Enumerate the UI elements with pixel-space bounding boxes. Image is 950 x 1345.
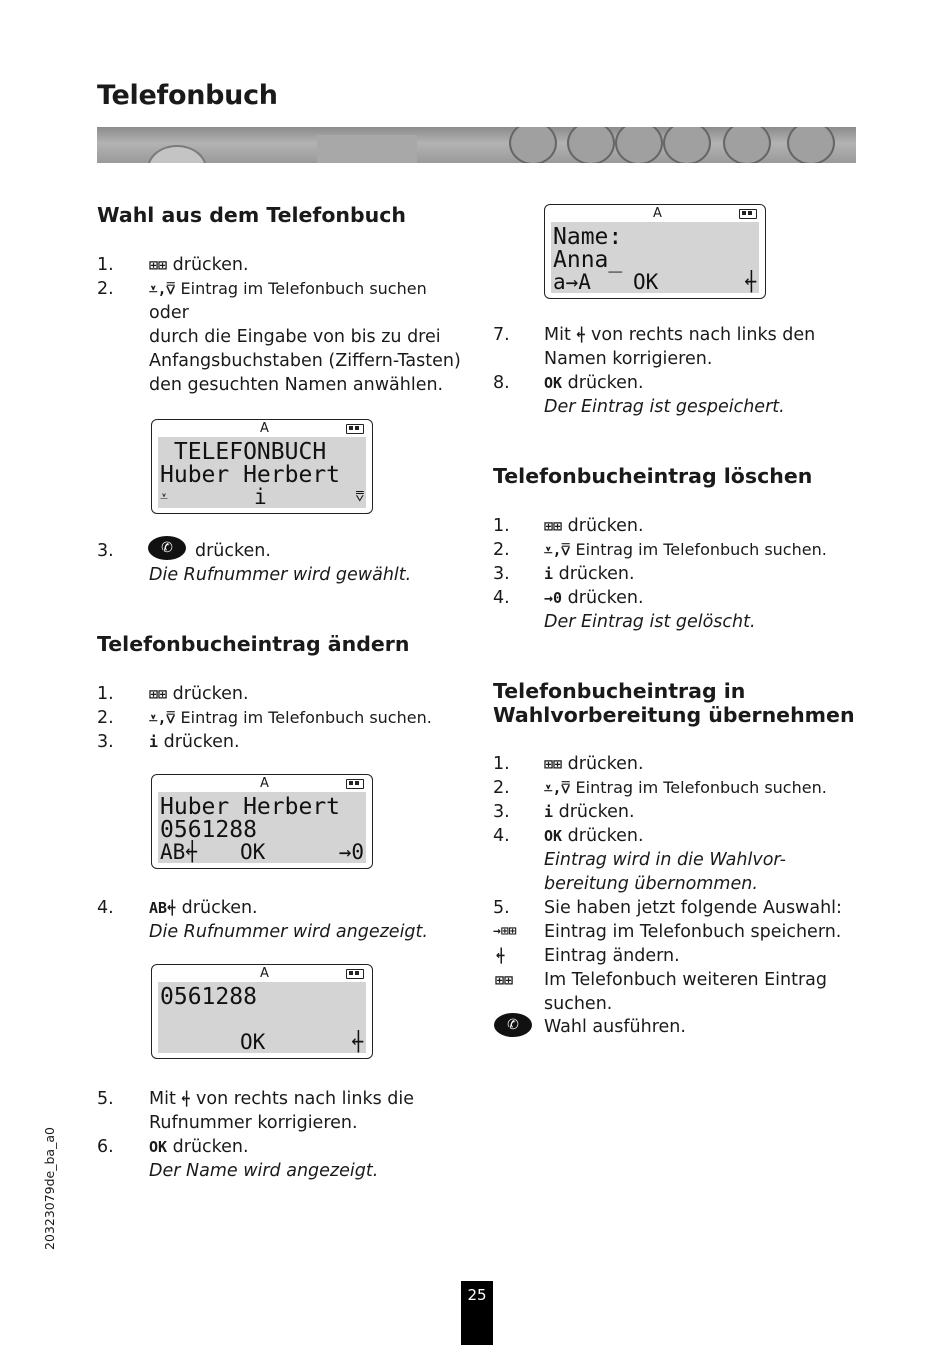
book-key-icon: ⊞⊞ bbox=[544, 517, 563, 535]
step-3-text: i drücken. bbox=[544, 802, 635, 822]
lcd-softkey-mid: OK bbox=[240, 1030, 266, 1054]
info-key-icon: i bbox=[149, 733, 159, 751]
back-arrow-icon: ⍅ bbox=[576, 326, 586, 344]
up-down-key-icon: ⩡,⩢ bbox=[544, 779, 570, 797]
up-down-key-icon: ⩡,⩢ bbox=[149, 280, 175, 298]
step-number: 3. bbox=[97, 732, 114, 752]
step-2-or: oder bbox=[149, 303, 189, 323]
section-title-wahl: Wahl aus dem Telefonbuch bbox=[97, 203, 407, 227]
lcd-row-2: 0561288 bbox=[160, 817, 257, 843]
step-number: 4. bbox=[493, 588, 510, 608]
step-1-text: ⊞⊞ drücken. bbox=[544, 754, 644, 774]
step-5-text: Mit ⍅ von rechts nach links die bbox=[149, 1089, 415, 1109]
down-arrow-icon: ⩢ bbox=[355, 489, 364, 505]
step-4-result-l1: Eintrag wird in die Wahlvor- bbox=[544, 850, 786, 870]
book-key-icon: ⊞⊞ bbox=[149, 685, 168, 703]
step-4-text: OK drücken. bbox=[544, 826, 644, 846]
step-number: 8. bbox=[493, 373, 510, 393]
step-number: 1. bbox=[97, 684, 114, 704]
page-title: Telefonbuch bbox=[97, 80, 278, 111]
battery-icon bbox=[346, 424, 364, 434]
lcd-row-1: Huber Herbert bbox=[160, 794, 341, 820]
step-4-result: Die Rufnummer wird angezeigt. bbox=[149, 922, 428, 942]
step-number: 4. bbox=[97, 898, 114, 918]
battery-icon bbox=[739, 209, 757, 219]
info-key-icon: i bbox=[544, 803, 554, 821]
step-2-text: ⩡,⩢ Eintrag im Telefonbuch suchen. bbox=[544, 778, 827, 797]
option-search-l2: suchen. bbox=[544, 994, 613, 1014]
step-2-line3: durch die Eingabe von bis zu drei bbox=[149, 327, 441, 347]
step-number: 3. bbox=[97, 541, 114, 561]
step-2-text: ⩡,⩢ Eintrag im Telefonbuch suchen. bbox=[149, 708, 432, 727]
step-2-text: ⩡,⩢ Eintrag im Telefonbuch suchen bbox=[149, 279, 427, 298]
step-2-text: ⩡,⩢ Eintrag im Telefonbuch suchen. bbox=[544, 540, 827, 559]
step-number: 3. bbox=[493, 564, 510, 584]
option-save: Eintrag im Telefonbuch speichern. bbox=[544, 922, 842, 942]
step-number: 7. bbox=[493, 325, 510, 345]
lcd-softkey-right: ⍅ bbox=[744, 270, 757, 294]
lcd-display-number bbox=[151, 964, 373, 1059]
lcd-softkey-mid: OK bbox=[240, 840, 266, 864]
section-title-aendern: Telefonbucheintrag ändern bbox=[97, 632, 410, 656]
step-8-text: OK drücken. bbox=[544, 373, 644, 393]
section-title-wahlvorbereitung-l1: Telefonbucheintrag in bbox=[493, 679, 746, 703]
option-edit: Eintrag ändern. bbox=[544, 946, 680, 966]
step-4-text: AB⍅ drücken. bbox=[149, 898, 258, 918]
lcd-display-name bbox=[544, 204, 766, 299]
step-3-text: i drücken. bbox=[544, 564, 635, 584]
lcd-softkey-right: →0 bbox=[338, 840, 364, 864]
step-4-result-l2: bereitung übernommen. bbox=[544, 874, 758, 894]
section-title-loeschen: Telefonbucheintrag löschen bbox=[493, 464, 813, 488]
save-to-book-icon: →⊞⊞ bbox=[493, 924, 517, 939]
step-number: 2. bbox=[97, 279, 114, 299]
book-key-icon: ⊞⊞ bbox=[495, 971, 514, 989]
step-number: 2. bbox=[97, 708, 114, 728]
step-4-text: →0 drücken. bbox=[544, 588, 644, 608]
lcd-softkey-left: AB⍅ bbox=[160, 840, 198, 864]
lcd-softkey-mid: i bbox=[254, 485, 267, 509]
step-number: 5. bbox=[493, 898, 510, 918]
step-number: 4. bbox=[493, 826, 510, 846]
up-arrow-icon: ⩡ bbox=[160, 489, 168, 505]
step-6-result: Der Name wird angezeigt. bbox=[149, 1161, 379, 1181]
ok-key-icon: OK bbox=[544, 827, 563, 845]
phone-keypad-banner bbox=[97, 127, 856, 163]
option-search-l1: Im Telefonbuch weiteren Eintrag bbox=[544, 970, 828, 990]
back-arrow-icon: ⍅ bbox=[496, 947, 506, 965]
step-number: 5. bbox=[97, 1089, 114, 1109]
step-3-text: drücken. bbox=[195, 541, 271, 561]
option-dial: Wahl ausführen. bbox=[544, 1017, 686, 1037]
lcd-indicator: A bbox=[260, 421, 269, 436]
step-3-result: Die Rufnummer wird gewählt. bbox=[149, 565, 412, 585]
book-key-icon: ⊞⊞ bbox=[149, 256, 168, 274]
back-arrow-icon: ⍅ bbox=[181, 1090, 191, 1108]
step-7-text: Mit ⍅ von rechts nach links den bbox=[544, 325, 816, 345]
lcd-softkey-mid: OK bbox=[633, 270, 659, 294]
step-number: 3. bbox=[493, 802, 510, 822]
step-number: 1. bbox=[97, 255, 114, 275]
lcd-row-1: TELEFONBUCH bbox=[160, 439, 327, 465]
lcd-row-1: 0561288 bbox=[160, 984, 257, 1010]
handset-key-icon: ✆ bbox=[148, 536, 186, 560]
page-number: 25 bbox=[461, 1281, 493, 1345]
lcd-row-1: Name: bbox=[553, 224, 623, 250]
step-7-line2: Namen korrigieren. bbox=[544, 349, 713, 369]
lcd-display-phonebook bbox=[151, 419, 373, 514]
lcd-softkey-left: a→A bbox=[553, 270, 591, 294]
battery-icon bbox=[346, 969, 364, 979]
ok-key-icon: OK bbox=[544, 374, 563, 392]
step-number: 6. bbox=[97, 1137, 114, 1157]
step-6-text: OK drücken. bbox=[149, 1137, 249, 1157]
lcd-indicator: A bbox=[260, 966, 269, 981]
step-3-text: i drücken. bbox=[149, 732, 240, 752]
lcd-softkey-right: ⍅ bbox=[351, 1030, 364, 1054]
step-4-result: Der Eintrag ist gelöscht. bbox=[544, 612, 756, 632]
step-2-line5: den gesuchten Namen anwählen. bbox=[149, 375, 444, 395]
lcd-indicator: A bbox=[260, 776, 269, 791]
step-number: 2. bbox=[493, 540, 510, 560]
step-1-text: ⊞⊞ drücken. bbox=[149, 684, 249, 704]
info-key-icon: i bbox=[544, 565, 554, 583]
up-down-key-icon: ⩡,⩢ bbox=[544, 541, 570, 559]
step-1-text: ⊞⊞ drücken. bbox=[544, 516, 644, 536]
lcd-row-2: Huber Herbert bbox=[160, 462, 341, 488]
step-5-line2: Rufnummer korrigieren. bbox=[149, 1113, 358, 1133]
step-number: 1. bbox=[493, 516, 510, 536]
step-number: 2. bbox=[493, 778, 510, 798]
delete-key-icon: →0 bbox=[544, 589, 563, 607]
up-down-key-icon: ⩡,⩢ bbox=[149, 709, 175, 727]
handset-key-icon: ✆ bbox=[494, 1013, 532, 1037]
step-2-line4: Anfangsbuchstaben (Ziffern-Tasten) bbox=[149, 351, 461, 371]
step-8-result: Der Eintrag ist gespeichert. bbox=[544, 397, 785, 417]
step-5-text: Sie haben jetzt folgende Auswahl: bbox=[544, 898, 842, 918]
document-code: 20323079de_ba_a0 bbox=[42, 1127, 57, 1250]
step-1-text: ⊞⊞ drücken. bbox=[149, 255, 249, 275]
ab-back-key-icon: AB⍅ bbox=[149, 899, 177, 917]
step-number: 1. bbox=[493, 754, 510, 774]
battery-icon bbox=[346, 779, 364, 789]
lcd-row-2: Anna_ bbox=[553, 247, 623, 273]
lcd-indicator: A bbox=[653, 206, 662, 221]
section-title-wahlvorbereitung-l2: Wahlvorbereitung übernehmen bbox=[493, 703, 855, 727]
lcd-display-entry bbox=[151, 774, 373, 869]
book-key-icon: ⊞⊞ bbox=[544, 755, 563, 773]
ok-key-icon: OK bbox=[149, 1138, 168, 1156]
